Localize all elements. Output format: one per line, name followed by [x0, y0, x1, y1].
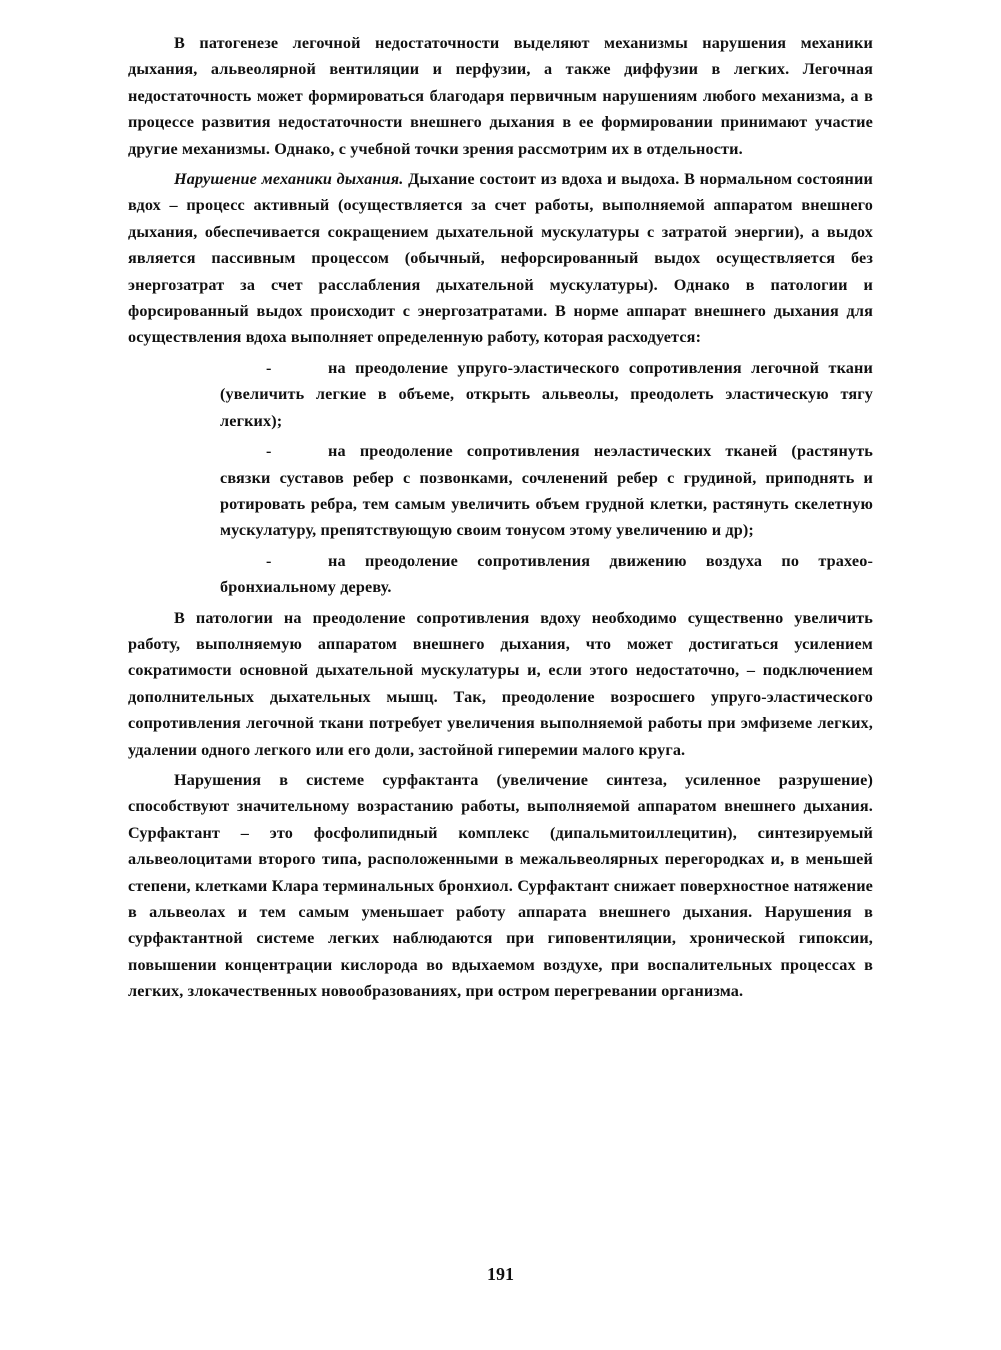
list-item-text: на преодоление упруго-эластического сопротивления легочной ткани (увеличить легкие в объеме, открыть альвеолы, преодолеть эластическую тягу легких); [220, 358, 873, 430]
page-number: 191 [487, 1264, 514, 1284]
bullet-dash: - [266, 442, 272, 461]
paragraph-pathology-work: В патологии на преодоление сопротивления вдоху необходимо существенно увеличить работу, выполняемую аппаратом внешнего дыхания, что может достигаться усилением сократимости основной дыхательной мускулатуры и, если этого недостаточно, – подключением дополнительных дыхательных мышц. Так, преодоление возросшего упруго-эластического сопротивления легочной ткани потребует увеличения выполняемой работы при эмфиземе легких, удалении одного легкого или его доли, застойной гиперемии малого круга. [128, 608, 873, 759]
paragraph-breathing-mechanics [128, 166, 873, 351]
section-lead-heading: Нарушение механики дыхания. [174, 170, 404, 189]
paragraph-surfactant: Нарушения в системе сурфактанта (увеличение синтеза, усиленное разрушение) способствуют значительному возрастанию работы, выполняемой аппаратом внешнего дыхания. Сурфактант – это фосфолипидный комплекс (дипальмитоиллецитин), синтезируемый альвеолоцитами второго типа, расположенными в межальвеолярных перегородках и, в меньшей степени, клетками Клара терминальных бронхиол. Сурфактант снижает поверхностное натяжение в альвеолах и тем самым уменьшает работу аппарата внешнего дыхания. Нарушения в сурфактантной системе легких наблюдаются при гиповентиляции, хронической гипоксии, повышении концентрации кислорода во вдыхаемом воздухе, при воспалительных процессах в легких, злокачественных новообразованиях, при остром перегревании организма. [128, 770, 873, 1001]
bullet-dash: - [266, 551, 272, 570]
work-components-list [128, 355, 873, 601]
paragraph-pathogenesis: В патогенезе легочной недостаточности выделяют механизмы нарушения механики дыхания, альвеолярной вентиляции и перфузии, а также диффузии в легких. Легочная недостаточность может формироваться благодаря первичным нарушениям любого механизма, а в процессе развития недостаточности внешнего дыхания в ее формировании принимают участие другие механизмы. Однако, с учебной точки зрения рассмотрим их в отдельности. [128, 34, 873, 158]
section-lead-text: Дыхание состоит из вдоха и выдоха. В нормальном состоянии вдох – процесс активный (осуществляется за счет работы, выполняемой аппаратом внешнего дыхания, обеспечивается сокращением дыхательной мускулатуры с затратой энергии), а выдох является пассивным процессом (обычный, нефорсированный выдох осуществляется без энергозатрат за счет расслабления дыхательной мускулатуры). Однако в патологии и форсированный выдох происходит с энергозатратами. В норме аппарат внешнего дыхания для осуществления вдоха выполняет определенную работу, которая расходуется: [128, 170, 873, 347]
list-item [220, 548, 873, 601]
list-item-text: на преодоление сопротивления неэластических тканей (растянуть связки суставов ребер с позвонками, сочленений ребер с грудиной, приподнять и ротировать ребра, тем самым увеличить объем грудной клетки, растянуть скелетную мускулатуру, препятствующую своим тонусом этому увеличению и др); [220, 442, 873, 540]
bullet-dash: - [266, 358, 272, 377]
list-item [220, 355, 873, 434]
list-item [220, 438, 873, 544]
body-text [128, 30, 873, 1009]
list-item-text: на преодоление сопротивления движению воздуха по трахео-бронхиальному дереву. [220, 551, 873, 597]
